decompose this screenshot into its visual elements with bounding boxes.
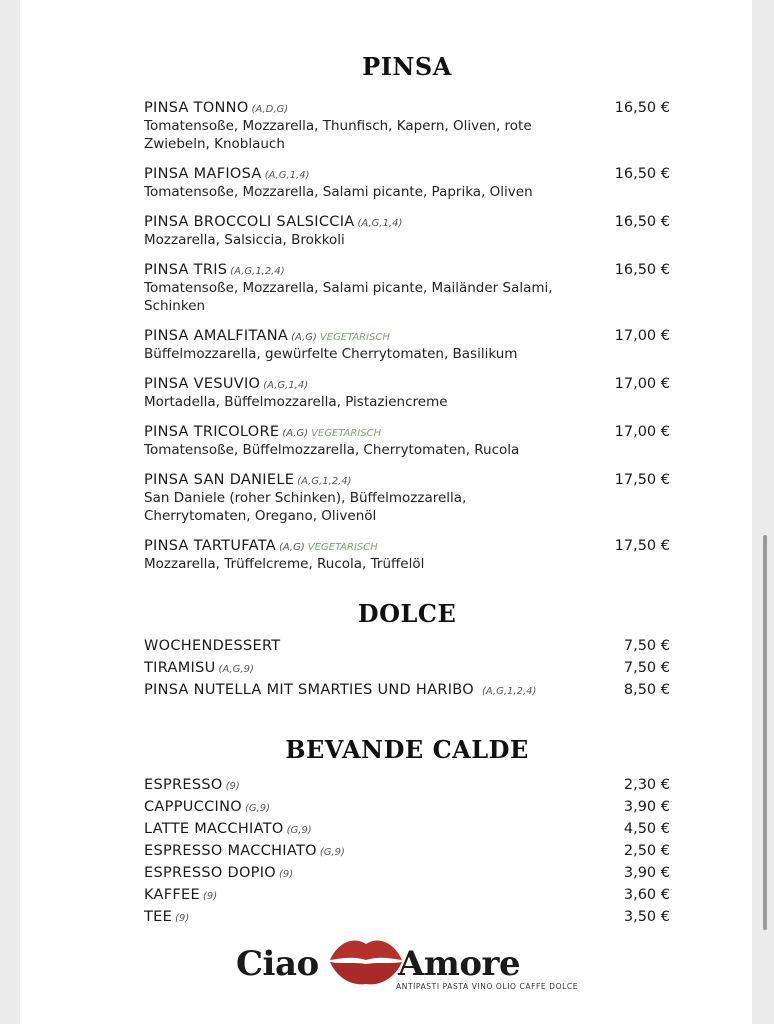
item-description: Tomatensoße, Mozzarella, Salami picante, Paprika, Oliven <box>144 184 533 200</box>
section-title: DOLCE <box>357 599 457 628</box>
item-allergens: (G,9) <box>286 825 312 836</box>
item-price: 16,50 € <box>614 214 670 230</box>
menu-item <box>144 213 670 249</box>
item-price: 16,50 € <box>614 166 670 182</box>
menu-item <box>144 840 670 862</box>
item-allergens: (A,D,G) <box>251 104 289 115</box>
item-name: PINSA NUTELLA MIT SMARTIES UND HARIBO <box>144 682 474 698</box>
item-name: PINSA TRICOLORE <box>144 424 280 440</box>
item-description: Tomatensoße, Büffelmozzarella, Cherrytomaten, Rucola <box>144 442 520 458</box>
item-allergens: (A,G,1,2,4) <box>297 476 352 487</box>
item-price: 17,50 € <box>614 538 670 554</box>
menu-item <box>144 327 670 363</box>
item-allergens: (9) <box>279 869 294 880</box>
item-allergens: (A,G) <box>291 332 317 343</box>
pinsa-list <box>144 99 670 585</box>
menu-item <box>144 862 670 884</box>
logo-word-ciao: Ciao <box>236 944 319 984</box>
menu-item <box>144 679 670 701</box>
item-allergens: (A,G) <box>282 428 309 439</box>
item-name: CAPPUCCINO <box>144 799 242 815</box>
item-price: 17,00 € <box>614 328 670 344</box>
item-name-line <box>144 423 670 441</box>
item-name-line <box>144 471 670 489</box>
item-name: PINSA VESUVIO <box>144 376 261 392</box>
item-allergens: (A,G) <box>278 542 305 553</box>
menu-item <box>144 774 670 796</box>
item-name-line <box>144 261 670 279</box>
item-price: 3,50 € <box>623 909 670 925</box>
item-price: 2,30 € <box>623 777 670 793</box>
item-allergens: (9) <box>225 781 240 792</box>
item-name-line <box>144 375 670 393</box>
item-description: Mortadella, Büffelmozzarella, Pistaziencreme <box>144 394 448 410</box>
item-name-line <box>144 327 670 345</box>
item-name: WOCHENDESSERT <box>144 638 281 654</box>
item-name-line <box>144 99 670 117</box>
menu-item <box>144 884 670 906</box>
item-description: Tomatensoße, Mozzarella, Salami picante, Mailänder Salami, Schinken <box>144 280 553 314</box>
item-name: PINSA SAN DANIELE <box>144 472 295 488</box>
item-price: 17,00 € <box>614 376 670 392</box>
item-description: Mozzarella, Salsiccia, Brokkoli <box>144 232 345 248</box>
item-allergens: (A,G,1,4) <box>264 170 310 181</box>
item-price: 17,00 € <box>614 424 670 440</box>
item-price: 16,50 € <box>614 100 670 116</box>
menu-item <box>144 375 670 411</box>
item-price: 3,90 € <box>623 799 670 815</box>
item-description: Büffelmozzarella, gewürfelte Cherrytomaten, Basilikum <box>144 346 518 362</box>
item-name: LATTE MACCHIATO <box>144 821 284 837</box>
item-description: San Daniele (roher Schinken), Büffelmozzarella, Cherrytomaten, Oregano, Olivenöl <box>144 490 467 524</box>
item-name-line <box>144 213 670 231</box>
item-price: 3,60 € <box>623 887 670 903</box>
vegetarian-badge: VEGETARISCH <box>311 428 382 439</box>
bevande-list <box>144 774 670 928</box>
logo-word-amore: Amore <box>398 944 521 984</box>
lips-icon <box>328 936 404 986</box>
vegetarian-badge: VEGETARISCH <box>307 542 378 553</box>
item-price: 7,50 € <box>623 638 670 654</box>
item-allergens: (A,G,1,2,4) <box>482 686 537 697</box>
menu-item <box>144 537 670 573</box>
item-name: PINSA MAFIOSA <box>144 166 262 182</box>
menu-item <box>144 635 670 657</box>
item-allergens: (G,9) <box>244 803 271 814</box>
item-name: ESPRESSO MACCHIATO <box>144 843 317 859</box>
item-allergens: (G,9) <box>319 847 345 858</box>
menu-item <box>144 796 670 818</box>
ciao-amore-logo <box>236 936 579 998</box>
item-name: TIRAMISU <box>144 660 216 676</box>
menu-item <box>144 818 670 840</box>
item-allergens: (A,G,9) <box>218 664 254 675</box>
dolce-list <box>144 635 670 701</box>
logo-tagline: ANTIPASTI PASTA VINO OLIO CAFFE DOLCE <box>396 982 579 991</box>
item-price: 7,50 € <box>623 660 670 676</box>
scrollbar[interactable] <box>763 535 767 930</box>
section-title: BEVANDE CALDE <box>285 735 529 764</box>
item-allergens: (9) <box>175 913 190 924</box>
item-description: Tomatensoße, Mozzarella, Thunfisch, Kapern, Oliven, rote Zwiebeln, Knoblauch <box>144 118 532 152</box>
section-title: PINSA <box>362 52 452 81</box>
menu-item <box>144 657 670 679</box>
item-name-line <box>144 537 670 555</box>
item-description: Mozzarella, Trüffelcreme, Rucola, Trüffelöl <box>144 556 425 572</box>
vegetarian-badge: VEGETARISCH <box>319 332 390 343</box>
menu-item <box>144 165 670 201</box>
menu-page <box>20 0 752 1024</box>
item-name: PINSA AMALFITANA <box>144 328 289 344</box>
menu-item <box>144 99 670 153</box>
menu-item <box>144 906 670 928</box>
item-allergens: (A,G,1,4) <box>263 380 309 391</box>
menu-item <box>144 261 670 315</box>
item-name: ESPRESSO DOPIO <box>144 865 276 881</box>
item-price: 3,90 € <box>623 865 670 881</box>
menu-item <box>144 471 670 525</box>
item-name: ESPRESSO <box>144 777 223 793</box>
menu-item <box>144 423 670 459</box>
item-allergens: (9) <box>202 891 218 902</box>
item-name: TEE <box>144 909 173 925</box>
item-name: PINSA BROCCOLI SALSICCIA <box>144 214 355 230</box>
item-allergens: (A,G,1,4) <box>357 218 403 229</box>
item-price: 16,50 € <box>614 262 670 278</box>
item-name: PINSA TARTUFATA <box>144 538 276 554</box>
item-name-line <box>144 165 670 183</box>
item-price: 2,50 € <box>623 843 670 859</box>
item-price: 8,50 € <box>623 682 670 698</box>
item-price: 4,50 € <box>623 821 670 837</box>
item-name: KAFFEE <box>144 887 200 903</box>
item-price: 17,50 € <box>614 472 670 488</box>
item-allergens: (A,G,1,2,4) <box>230 266 285 277</box>
item-name: PINSA TONNO <box>144 100 249 116</box>
item-name: PINSA TRIS <box>144 262 228 278</box>
